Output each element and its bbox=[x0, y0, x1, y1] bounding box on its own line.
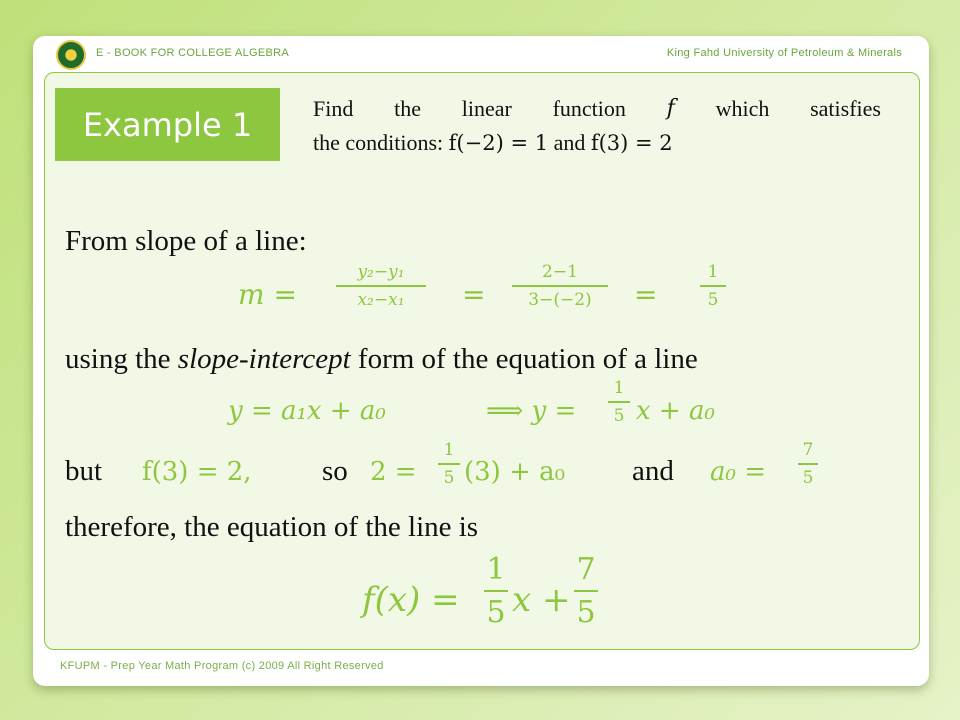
footer-copyright: KFUPM - Prep Year Math Program (c) 2009 All Right Reserved bbox=[60, 660, 384, 672]
statement-line-1 bbox=[313, 92, 881, 126]
example-label: Example 1 bbox=[55, 88, 280, 161]
word: Find bbox=[313, 96, 354, 121]
substitution-fraction bbox=[438, 440, 460, 488]
line-fraction bbox=[608, 378, 630, 426]
line-equation-tail: x + a₀ bbox=[636, 396, 715, 426]
fraction-denominator: 5 bbox=[613, 405, 625, 426]
fraction-bar bbox=[512, 285, 608, 287]
fraction-numerator: 1 bbox=[486, 552, 506, 587]
fraction-bar bbox=[608, 401, 630, 403]
equals-sign: = bbox=[462, 278, 486, 311]
fraction-bar bbox=[484, 590, 508, 592]
a0-fraction bbox=[798, 440, 818, 488]
slope-intro: From slope of a line: bbox=[65, 225, 307, 257]
ebook-title: E - BOOK FOR COLLEGE ALGEBRA bbox=[96, 47, 290, 59]
fraction-bar bbox=[438, 463, 460, 465]
word: the bbox=[394, 96, 421, 121]
sentence-start: using the bbox=[65, 343, 171, 375]
fraction-bar bbox=[798, 463, 818, 465]
function-symbol: f bbox=[666, 96, 675, 121]
fraction-denominator: 5 bbox=[802, 467, 814, 488]
fraction-numerator: 7 bbox=[576, 552, 596, 587]
a0-equals: a₀ = bbox=[710, 457, 766, 487]
word: linear bbox=[461, 96, 512, 121]
final-mid: x + bbox=[512, 580, 571, 620]
implies-y: ⟹ y = bbox=[486, 396, 577, 426]
fraction-denominator: 5 bbox=[707, 289, 719, 310]
conditions-label: the conditions: bbox=[313, 130, 444, 155]
but-word: but bbox=[65, 455, 103, 487]
slope-intercept-term: slope-intercept bbox=[177, 343, 351, 375]
sentence-end: form of the equation of a line bbox=[357, 343, 698, 375]
final-fraction-2 bbox=[574, 552, 598, 630]
fraction-numerator: 1 bbox=[443, 440, 455, 460]
word: satisfies bbox=[810, 96, 881, 121]
fraction-bar bbox=[574, 590, 598, 592]
fraction-denominator: 5 bbox=[443, 467, 455, 488]
fraction-denominator: 5 bbox=[486, 594, 506, 630]
fraction-numerator: 1 bbox=[613, 378, 625, 398]
slope-values-fraction bbox=[512, 262, 608, 310]
equals-sign: = bbox=[634, 278, 658, 311]
example-statement bbox=[313, 92, 881, 160]
line-equation: y = a₁x + a₀ bbox=[228, 396, 386, 426]
fraction-denominator: 3−(−2) bbox=[528, 289, 592, 310]
fraction-bar bbox=[336, 285, 426, 287]
and-word: and bbox=[632, 455, 674, 487]
condition-2: f(3) = 2 bbox=[590, 131, 673, 155]
so-word: so bbox=[322, 455, 348, 487]
slope-result-fraction bbox=[700, 262, 726, 310]
university-seal-icon bbox=[56, 40, 86, 70]
condition-1: f(−2) = 1 bbox=[448, 131, 549, 155]
and-word: and bbox=[553, 130, 586, 155]
f3-condition: f(3) = 2, bbox=[142, 457, 252, 487]
fraction-denominator: x₂−x₁ bbox=[357, 289, 405, 310]
substitution-tail: (3) + a₀ bbox=[464, 457, 566, 487]
final-lhs: f(x) = bbox=[362, 580, 460, 620]
final-fraction-1 bbox=[484, 552, 508, 630]
fraction-denominator: 5 bbox=[576, 594, 596, 630]
word: which bbox=[715, 96, 770, 121]
fraction-numerator: 7 bbox=[802, 440, 814, 460]
two-equals: 2 = bbox=[370, 457, 417, 487]
fraction-numerator: 2−1 bbox=[542, 262, 578, 282]
fraction-numerator: y₂−y₁ bbox=[357, 262, 405, 282]
therefore-sentence: therefore, the equation of the line is bbox=[65, 511, 479, 543]
fraction-numerator: 1 bbox=[707, 262, 719, 282]
word: function bbox=[552, 96, 626, 121]
statement-line-2 bbox=[313, 126, 881, 160]
fraction-bar bbox=[700, 285, 726, 287]
slope-intercept-sentence bbox=[65, 343, 698, 376]
m-lhs: m = bbox=[238, 278, 297, 311]
university-name: King Fahd University of Petroleum & Minerals bbox=[666, 47, 902, 59]
slope-fraction bbox=[336, 262, 426, 310]
